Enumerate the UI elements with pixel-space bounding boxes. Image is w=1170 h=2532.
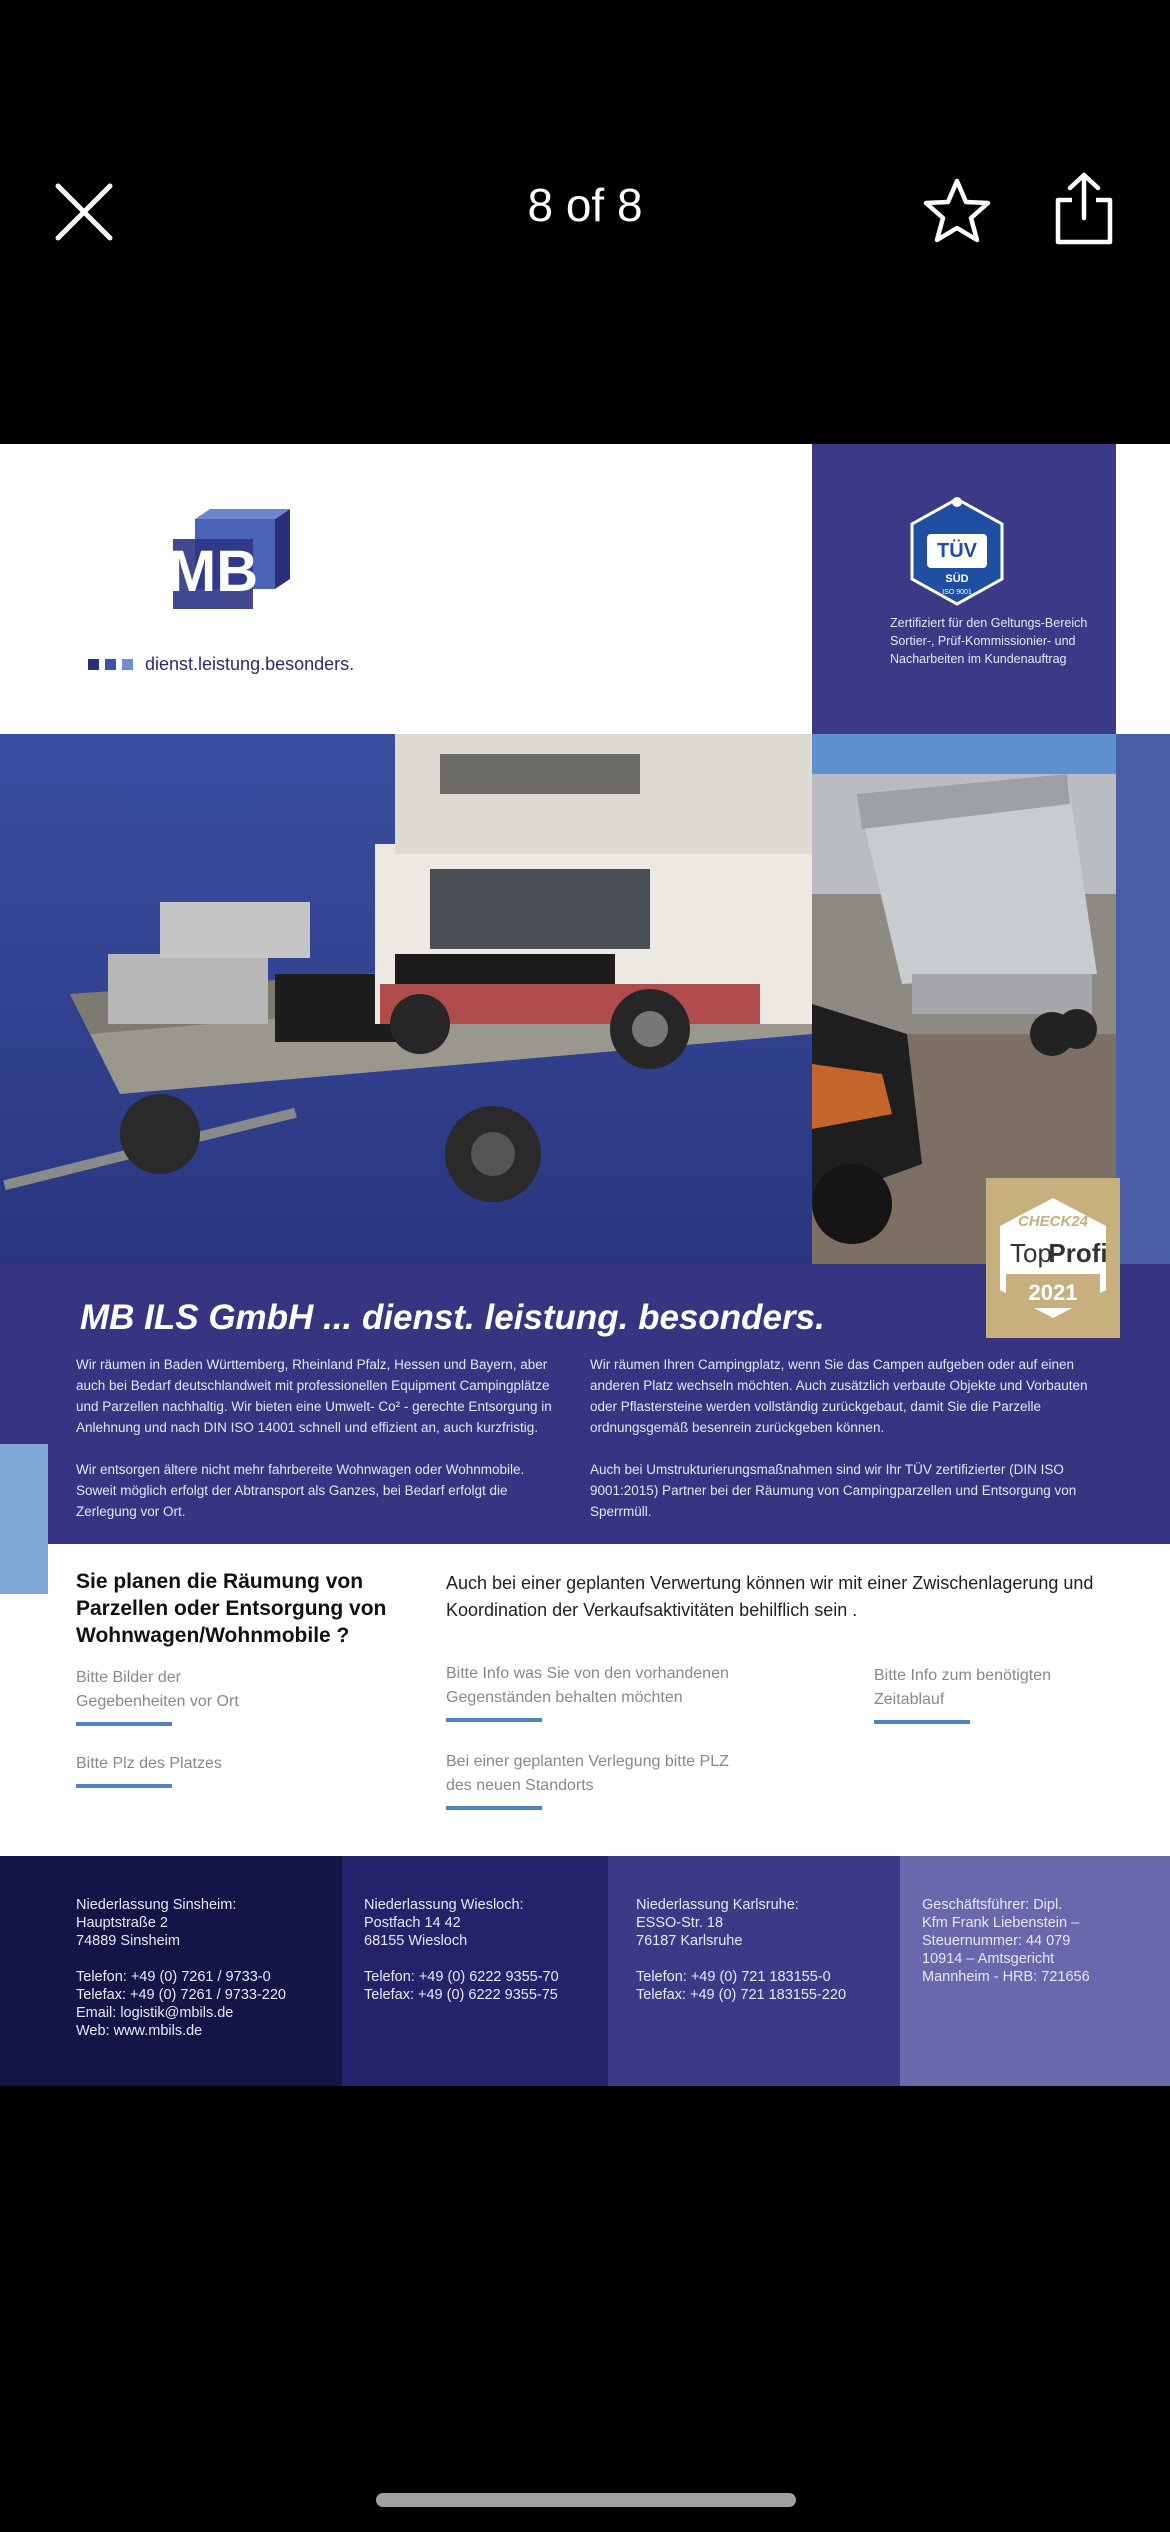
field-underline: [874, 1720, 970, 1724]
flyer-image[interactable]: [0, 444, 1170, 2086]
check24-profi: Profi: [1048, 1238, 1108, 1268]
field-label: Bitte Plz des Platzes: [76, 1755, 222, 1772]
field-plz: [76, 1752, 276, 1788]
tuv-panel: [812, 444, 1116, 734]
paragraph: Auch bei Umstrukturierungsmaßnahmen sind wir Ihr TÜV zertifizierter (DIN ISO 9001:2015) Partner bei der Räumung von Campingparzellen und Entsorgung von Sperrmüll.: [590, 1462, 1077, 1519]
footer-col-karlsruhe: [608, 1856, 900, 2086]
mb-logo: [165, 509, 295, 619]
camper-trailer-photo: [0, 734, 812, 1264]
tuv-certification-text: Zertifiziert für den Geltungs-Bereich Sortier-, Prüf-Kommissionier- und Nacharbeiten im Kundenauftrag: [890, 616, 1088, 666]
field-underline: [446, 1806, 542, 1810]
footer-col-management: [900, 1856, 1170, 2086]
paragraph: Wir entsorgen ältere nicht mehr fahrbereite Wohnwagen oder Wohnmobile. Soweit möglich erfolgt der Abtransport als Ganzes, bei Bedarf erfolgt die Zerlegung vor Ort.: [76, 1462, 525, 1519]
footer-col-sinsheim: [0, 1856, 342, 2086]
logo-text: MB: [167, 539, 259, 604]
field-label: Bitte Info was Sie von den vorhandenen Gegenständen behalten möchten: [446, 1665, 729, 1706]
logo-block: [0, 444, 812, 734]
footer: [0, 1856, 1170, 2086]
edge-strip: [1116, 444, 1170, 734]
paragraph: Wir räumen Ihren Campingplatz, wenn Sie das Campen aufgeben oder auf einen anderen Platz wechseln möchten. Auch zusätzlich verbaute Objekte und Vorbauten oder Pflastersteine werden vollständig zurückgebaut, damit Sie die Parzelle ordnungsgemäß besenrein zurückgeben können.: [590, 1357, 1088, 1435]
check24-year: 2021: [1028, 1280, 1078, 1305]
address-sinsheim: Niederlassung Sinsheim: Hauptstraße 2 74889 Sinsheim Telefon: +49 (0) 7261 / 9733-0 Telefax: +49 (0) 7261 / 9733-220 Email: logistik@mbils.de Web: www.mbils.de: [76, 1897, 286, 2039]
page-counter: 8 of 8: [527, 179, 643, 231]
field-underline: [76, 1722, 172, 1726]
tuv-text-2: SÜD: [945, 573, 969, 585]
tuv-text-1: TÜV: [937, 540, 977, 562]
field-label: Bei einer geplanten Verlegung bitte PLZ des neuen Standorts: [446, 1753, 729, 1794]
field-label: Bitte Info zum benötigten Zeitablauf: [874, 1667, 1051, 1708]
check24-brand: CHECK24: [1017, 1213, 1089, 1230]
field-underline: [76, 1784, 172, 1788]
share-icon[interactable]: [1048, 170, 1120, 248]
check24-hexagon-icon: [986, 1178, 1120, 1338]
field-info-behalten: [446, 1662, 776, 1722]
check24-top: Top: [1010, 1238, 1052, 1268]
question-description: Auch bei einer geplanten Verwertung können wir mit einer Zwischenlagerung und Koordination der Verkaufsaktivitäten behilflich sein .: [446, 1573, 1094, 1620]
slogan: [88, 654, 354, 675]
field-zeitablauf: [874, 1664, 1074, 1724]
headline: MB ILS GmbH ... dienst. leistung. besonders.: [80, 1298, 825, 1337]
edge-strip: [1116, 734, 1170, 1264]
management-info: Geschäftsführer: Dipl. Kfm Frank Liebenstein – Steuernummer: 44 079 10914 – Amtsgericht Mannheim - HRB: 721656: [922, 1897, 1090, 1985]
description-left: [76, 1354, 558, 1522]
slogan-square-icon: [105, 659, 116, 670]
footer-col-wiesloch: [342, 1856, 608, 2086]
tuv-text-3: ISO 9001: [942, 589, 972, 596]
question-title: Sie planen die Räumung von Parzellen oder Entsorgung von Wohnwagen/Wohnmobile ?: [76, 1570, 387, 1647]
field-label: Bitte Bilder der Gegebenheiten vor Ort: [76, 1669, 239, 1710]
address-wiesloch: Niederlassung Wiesloch: Postfach 14 42 68155 Wiesloch Telefon: +49 (0) 6222 9355-70 Telefax: +49 (0) 6222 9355-75: [364, 1897, 559, 2003]
home-indicator[interactable]: [376, 2493, 796, 2507]
slogan-square-icon: [122, 659, 133, 670]
description-right: [590, 1354, 1092, 1522]
address-karlsruhe: Niederlassung Karlsruhe: ESSO-Str. 18 76187 Karlsruhe Telefon: +49 (0) 721 183155-0 Telefax: +49 (0) 721 183155-220: [636, 1897, 847, 2003]
paragraph: Wir räumen in Baden Württemberg, Rheinland Pfalz, Hessen und Bayern, aber auch bei Bedarf deutschlandweit mit professionellen Equipment Campingplätze und Parzellen nachhaltig. Wir bieten eine Umwelt- Co² - gerechte Entsorgung in Anlehnung und nach DIN ISO 14001 schnell und effizient an, auch kurzfristig.: [76, 1357, 552, 1435]
star-icon[interactable]: [922, 176, 992, 246]
viewer-top-bar: [0, 0, 1170, 440]
slogan-text: dienst.leistung.besonders.: [145, 654, 355, 674]
check24-badge: [986, 1178, 1120, 1338]
edge-tab: [0, 1444, 48, 1594]
field-bilder: [76, 1666, 276, 1726]
field-verlegung: [446, 1750, 746, 1810]
tuv-badge-icon: [902, 494, 1012, 614]
field-underline: [446, 1718, 542, 1722]
slogan-square-icon: [88, 659, 99, 670]
